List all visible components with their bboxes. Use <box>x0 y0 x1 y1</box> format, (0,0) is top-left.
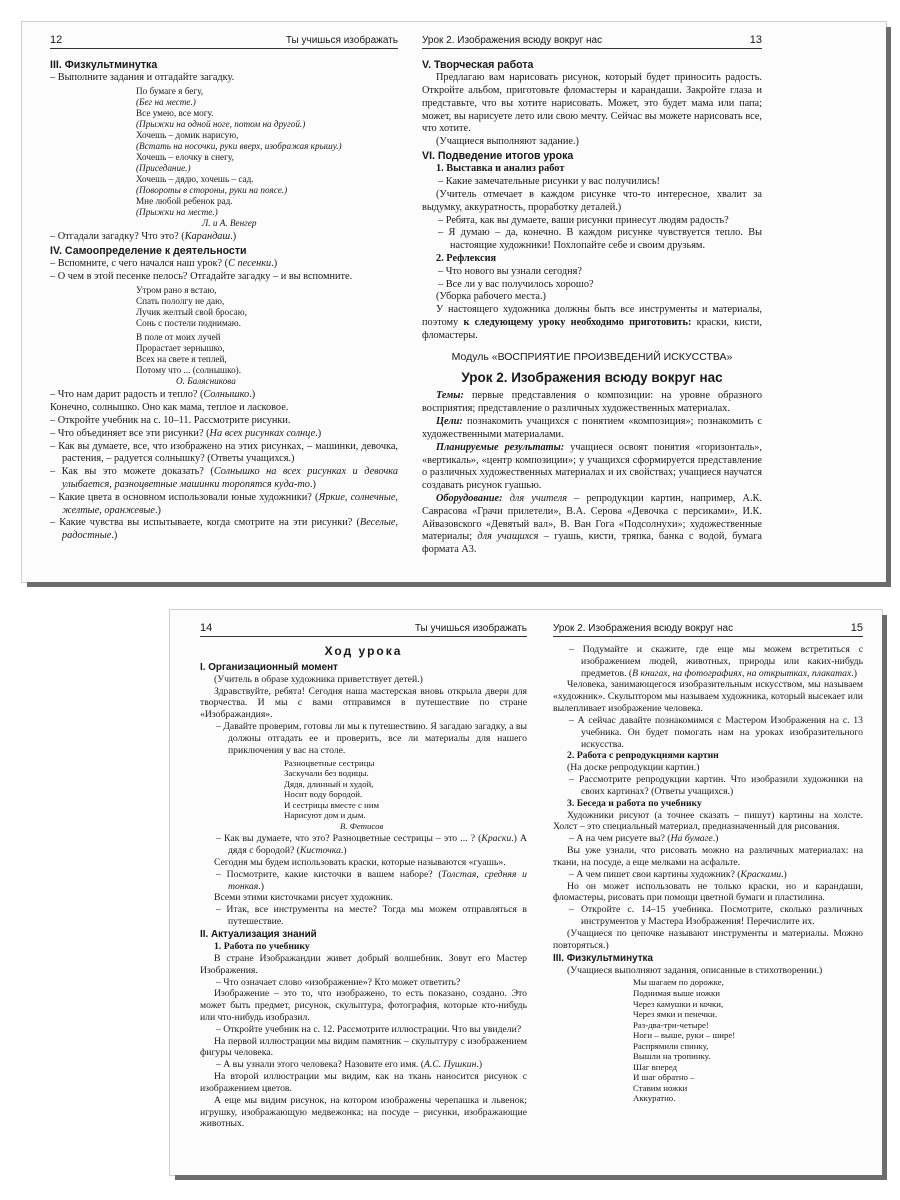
poem <box>136 86 398 229</box>
paragraph: Планируемые результаты: учащиеся освоят понятия «горизонталь», «вертикаль», «центр композиции»; у учащихся сформируется представление о различных художественных материалах и их свойствах; учащиеся научатся создавать рисунок гуашью. <box>422 441 762 492</box>
paragraph: – Все ли у вас получилось хорошо? <box>438 278 594 290</box>
paragraph: – А на чем рисуете вы? (На бумаге.) <box>569 833 719 845</box>
paragraph: – Я думаю – да, конечно. В каждом рисунке чувствуется тепло. Вы настоящие художники! Похлопайте себе и своим друзьям. <box>438 227 762 252</box>
poem-line: И сестрицы вместе с ним <box>284 799 380 810</box>
poem-line: Утром рано я встаю, <box>136 285 217 296</box>
poem-line: Лучик желтый свой бросаю, <box>136 307 247 318</box>
page-number: 12 <box>50 34 63 46</box>
poem <box>633 977 863 1104</box>
page-13 <box>422 22 762 582</box>
paragraph: В стране Изображандии живет добрый волшебник. Зовут его Мастер Изображения. <box>200 952 527 976</box>
poem-line: Хочешь – дядю, хочешь – сад. <box>136 174 254 185</box>
poem-line: Вышли на тропинку. <box>633 1051 711 1062</box>
page-number: 14 <box>200 622 213 634</box>
lesson-title: Урок 2. Изображения всюду вокруг нас <box>461 369 723 385</box>
paragraph: – Как вы думаете, что это? Разноцветные сестрицы – это ... ? (Краски.) А дядя с бородой? (Кисточка.) <box>216 833 527 857</box>
poem-line: Хочешь – елочку в снегу, <box>136 152 234 163</box>
poem-line: Спать пололгу не даю, <box>136 296 225 307</box>
paragraph: На первой иллюстрации мы видим памятник – скульптуру с изображением фигуры человека. <box>200 1035 527 1059</box>
poem-line: Шаг вперед <box>633 1061 678 1072</box>
paragraph: Сегодня мы будем использовать краски, которые называются «гуашь». <box>214 856 506 868</box>
section-heading: V. Творческая работа <box>422 59 534 71</box>
top-book-spread <box>22 22 886 582</box>
paragraph: – Что нового вы узнали сегодня? <box>438 265 582 277</box>
poem-line: (Прыжки на одной ноге, потом на другой.) <box>136 119 306 130</box>
paragraph: (Учитель отмечает в каждом рисунке что-то интересное, хвалит за выдумку, аккуратность, проработку деталей.) <box>422 188 762 213</box>
paragraph: А еще мы видим рисунок, на котором изображены черепашка и львенок; игрушку, изображающую медвежонка; на посуде – рисунки, изображающие животных. <box>200 1094 527 1130</box>
poem-line: Разноцветные сестрицы <box>284 757 375 768</box>
paragraph: – О чем в этой песенке пелось? Отгадайте загадку – и вы вспомните. <box>50 271 353 283</box>
poem-line: Ноги – выше, руки – шире! <box>633 1030 736 1041</box>
paragraph: – А чем пишет свои картины художник? (Красками.) <box>569 868 787 880</box>
paragraph: – Подумайте и скажите, где еще мы можем встретиться с изображением людей, животных, природы или каких-нибудь предметов. (В книгах, на фотографиях, на открытках, плакатах.) <box>569 644 863 679</box>
poem-author: В. Фетисов <box>340 820 384 831</box>
paragraph: (Уборка рабочего места.) <box>436 291 546 303</box>
paragraph: – Что объединяет все эти рисунки? (На всех рисунках солнце.) <box>50 427 322 439</box>
paragraph: – А вы узнали этого человека? Назовите его имя. (А.С. Пушкин.) <box>216 1059 483 1071</box>
paragraph: – Итак, все инструменты на месте? Тогда мы можем отправляться в путешествие. <box>216 904 527 928</box>
running-head <box>422 34 762 49</box>
paragraph: – Рассмотрите репродукции картин. Что изобразили художники на своих картинах? (Ответы учащихся.) <box>569 774 863 797</box>
poem-line: Всех на свете я теплей, <box>136 354 227 365</box>
poem-line: (Прыжки на месте.) <box>136 207 218 218</box>
lesson-plan-title: Ход урока <box>324 644 403 658</box>
paragraph: (Учитель в образе художника приветствует детей.) <box>214 673 423 685</box>
section-heading: I. Организационный момент <box>200 661 338 673</box>
page-15 <box>553 610 863 1175</box>
bottom-book-spread <box>170 610 882 1175</box>
running-title: Урок 2. Изображения всюду вокруг нас <box>553 623 734 634</box>
paragraph: – Какие цвета в основном использовали юные художники? (Яркие, солнечные, желтые, оранжевые.) <box>50 491 398 516</box>
running-title: Ты учишься изображать <box>414 623 527 634</box>
poem-line: Раз-два-три-четыре! <box>633 1019 709 1030</box>
subheading: 3. Беседа и работа по учебнику <box>567 797 702 809</box>
paragraph: – Что нам дарит радость и тепло? (Солнышко.) <box>50 389 256 401</box>
paragraph: – Какие замечательные рисунки у вас получились! <box>438 176 660 188</box>
section-heading: III. Физкультминутка <box>50 59 158 71</box>
running-title: Урок 2. Изображения всюду вокруг нас <box>422 35 603 46</box>
poem <box>136 285 398 387</box>
paragraph: – Посмотрите, какие кисточки в вашем наборе? (Толстая, средняя и тонкая.) <box>216 868 527 892</box>
paragraph: Всеми этими кисточками рисует художник. <box>214 892 393 904</box>
paragraph: (Учащиеся по цепочке называют инструменты и материалы. Можно повторяться.) <box>553 927 863 951</box>
poem-line: Все умею, все могу. <box>136 108 214 119</box>
poem-line: (Встать на носочки, руки вверх, изображая крышу.) <box>136 141 342 152</box>
paragraph: (Учащиеся выполняют задания, описанные в стихотворении.) <box>567 964 823 976</box>
running-head <box>200 622 527 637</box>
paragraph: Художники рисуют (а точнее сказать – пишут) картины на холсте. Холст – это специальный материал, предназначенный для рисования. <box>553 809 863 833</box>
subheading: 2. Рефлексия <box>436 252 497 264</box>
paragraph: – Какие чувства вы испытываете, когда смотрите на эти рисунки? (Веселые, радостные.) <box>50 517 398 542</box>
poem-line: Через камушки и кочки, <box>633 998 724 1009</box>
paragraph: Цели: познакомить учащихся с понятием «композиция»; познакомить с художественными материалами. <box>422 416 762 440</box>
poem-line: Через ямки и пенечки. <box>633 1009 718 1020</box>
section-heading: III. Физкультминутка <box>553 952 653 964</box>
paragraph: – Вспомните, с чего начался наш урок? (С песенки.) <box>50 258 278 270</box>
paragraph: – Как вы это можете доказать? (Солнышко на всех рисунках и девочка улыбается, разноцветные машинки торопятся куда-то.) <box>50 466 398 490</box>
subheading: 1. Выставка и анализ работ <box>436 163 565 175</box>
poem-author: О. Балясникова <box>176 376 236 387</box>
paragraph: Оборудование: для учителя – репродукции картин, например, А.К. Саврасова «Грачи прилетели», В.А. Серова «Девочка с персиками», И.К. Айвазовского «Девятый вал», В. Ван Гога «Подсолнухи»; художественные материалы; для учащихся – гуашь, кисти, тряпка, банка с водой, бумага формата А3. <box>422 492 762 556</box>
poem-line: В поле от моих лучей <box>136 332 221 343</box>
poem <box>284 758 527 832</box>
poem-line: Распрямили спинку, <box>633 1040 709 1051</box>
poem-line: Заскучали без водицы. <box>284 768 369 779</box>
running-head <box>553 622 863 637</box>
poem-line: Потому что ... (солнышко). <box>136 365 242 376</box>
paragraph: Здравствуйте, ребята! Сегодня наша мастерская вновь открыла двери для творчества. И мы с вами отправимся в путешествие по стране «Изображандия». <box>200 685 527 721</box>
page-body <box>50 58 398 572</box>
paragraph: – Выполните задания и отгадайте загадку. <box>50 72 235 84</box>
paragraph: Но он может использовать не только краски, но и карандаши, фломастеры, рисовать при помощи цветной бумаги и пластилина. <box>553 880 863 904</box>
poem-line: Хочешь – домик нарисую, <box>136 130 239 141</box>
page-body <box>422 58 762 572</box>
poem-line: И шаг обратно – <box>633 1072 695 1083</box>
page-number: 13 <box>749 34 762 46</box>
paragraph: – Что означает слово «изображение»? Кто может ответить? <box>216 976 461 988</box>
paragraph: – Давайте проверим, готовы ли мы к путешествию. Я загадаю загадку, а вы должны отгадать ее и проверить, все ли материалы для нашего приключения у вас на столе. <box>216 721 527 756</box>
running-title: Ты учишься изображать <box>285 35 398 46</box>
page-14 <box>200 610 527 1175</box>
section-heading: VI. Подведение итогов урока <box>422 150 574 163</box>
paragraph: На второй иллюстрации мы видим, как на ткань наносится рисунок с изображением цветов. <box>200 1071 527 1094</box>
poem-line: Мне любой ребенок рад. <box>136 196 233 207</box>
paragraph: Человека, занимающегося изобразительным искусством, мы называем «художник». Скульптором мы называем художника, который высекает или вылепливает изображение человека. <box>553 679 863 715</box>
page-body <box>200 644 527 1165</box>
poem-line: Дядя, длинный и худой, <box>284 778 374 789</box>
paragraph: Темы: первые представления о композиции: на уровне образного восприятия; представление о различных художественных материалах. <box>422 390 762 415</box>
poem-line: Прорастает зернышко, <box>136 343 225 354</box>
paragraph: – Откройте с. 14–15 учебника. Посмотрите, сколько различных инструментов у Мастера Изображения! Перечислите их. <box>569 904 863 928</box>
poem-line: Аккуратно. <box>633 1093 676 1104</box>
poem-line: Мы шагаем по дорожке, <box>633 977 724 988</box>
poem-line: Носит воду бородой. <box>284 789 363 800</box>
subheading: 2. Работа с репродукциями картин <box>567 750 719 762</box>
poem-line: Поднимая выше ножки <box>633 987 720 998</box>
paragraph: Предлагаю вам нарисовать рисунок, который будет приносить радость. Откройте альбом, приготовьте фломастеры и карандаши. Закройте глаза и представьте, что вы хотите нарисовать. Может, это будет мама или папа; может, вы нарисуете лето или свою мечту. Сейчас вы можете нарисовать все, что хотите. <box>422 72 762 135</box>
subheading: 1. Работа по учебнику <box>214 941 310 953</box>
paragraph: – Откройте учебник на с. 12. Рассмотрите иллюстрации. Что вы увидели? <box>216 1023 522 1035</box>
paragraph: (Учащиеся выполняют задание.) <box>436 136 579 148</box>
poem-line: Сонь с постели поднимаю. <box>136 318 241 329</box>
paragraph: У настоящего художника должны быть все инструменты и материалы, поэтому к следующему уроку необходимо приготовить: краски, кисти, фломастеры. <box>422 304 762 341</box>
page-12 <box>50 22 398 582</box>
poem-line: (Приседание.) <box>136 163 191 174</box>
poem-line: (Бег на месте.) <box>136 97 196 108</box>
paragraph: – Ребята, как вы думаете, ваши рисунки принесут людям радость? <box>438 214 729 226</box>
paragraph: – Отгадали загадку? Что это? (Карандаш.) <box>50 231 237 243</box>
poem-line: По бумаге я бегу, <box>136 86 204 96</box>
paragraph: Вы уже узнали, что рисовать можно на различных материалах: на ткани, на посуде, а еще мелками на асфальте. <box>553 845 863 868</box>
page-body <box>553 644 863 1165</box>
paragraph: Изображение – это то, что изображено, то есть показано, создано. Это может быть предмет, рисунок, скульптура, фотография, которые кто-нибудь или что-нибудь изобразил. <box>200 988 527 1023</box>
paragraph: – Как вы думаете, все, что изображено на этих рисунках, – машинки, девочка, растения, – радуется солнышку? (Ответы учащихся.) <box>50 440 398 465</box>
paragraph: (На доске репродукции картин.) <box>567 762 700 774</box>
paragraph: – Откройте учебник на с. 10–11. Рассмотрите рисунки. <box>50 414 291 426</box>
poem-line: Нарисуют дом и дым. <box>284 810 366 821</box>
section-heading: IV. Самоопределение к деятельности <box>50 245 247 258</box>
running-head <box>50 34 398 49</box>
poem-author: Л. и А. Венгер <box>202 218 257 229</box>
section-heading: II. Актуализация знаний <box>200 928 317 940</box>
module-title: Модуль «ВОСПРИЯТИЕ ПРОИЗВЕДЕНИЙ ИСКУССТВА» <box>451 350 733 363</box>
paragraph: – А сейчас давайте познакомимся с Мастером Изображения на с. 13 учебника. Он будет помогать нам на уроках изобразительного искусства. <box>569 714 863 750</box>
page-number: 15 <box>850 622 863 634</box>
poem-line: Ставим ножки <box>633 1082 688 1093</box>
poem-line: (Повороты в стороны, руки на поясе.) <box>136 185 288 196</box>
paragraph: Конечно, солнышко. Оно как мама, теплое и ласковое. <box>50 402 289 414</box>
